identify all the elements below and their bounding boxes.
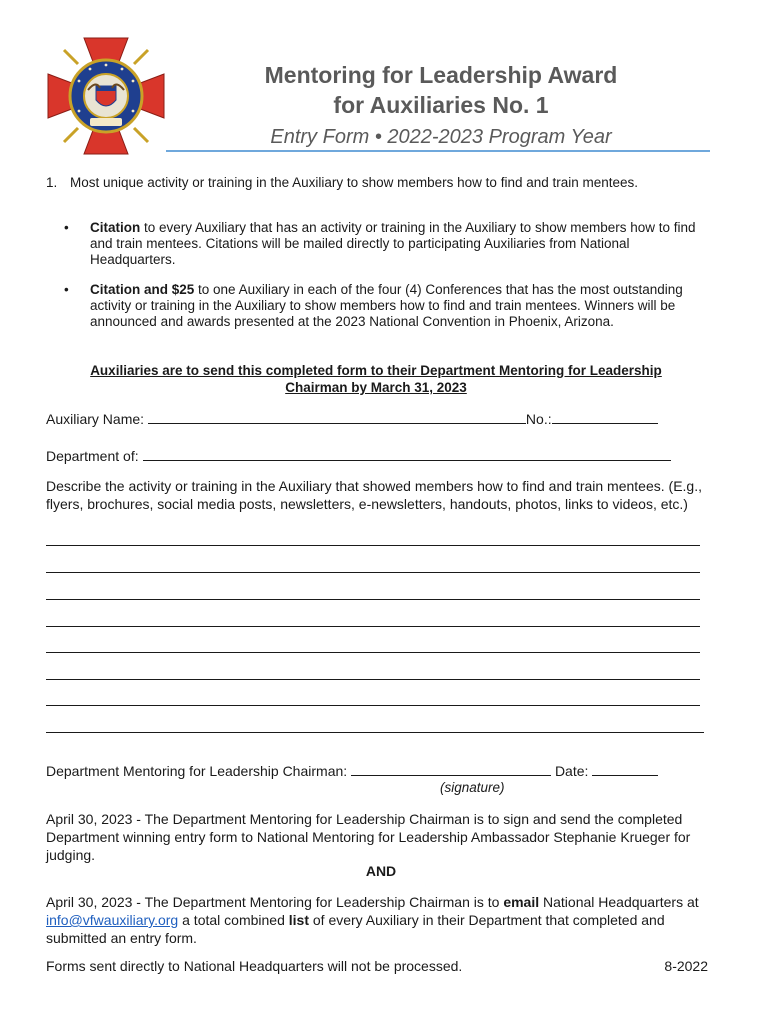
footer	[46, 958, 708, 974]
list-item	[64, 282, 704, 330]
award-name: Citation	[90, 220, 141, 235]
signature-caption: (signature)	[440, 780, 505, 795]
description-line[interactable]	[46, 679, 700, 680]
description-line[interactable]	[46, 705, 700, 706]
vfw-auxiliary-logo-icon	[44, 34, 168, 158]
deadline-paragraph-2	[46, 893, 716, 947]
email-link[interactable]: info@vfwauxiliary.org	[46, 912, 179, 928]
bullet-icon: •	[64, 220, 69, 235]
description-line[interactable]	[46, 732, 704, 733]
description-line[interactable]	[46, 572, 700, 573]
title-line-2: for Auxiliaries No. 1	[333, 92, 549, 118]
signature-field[interactable]	[351, 763, 551, 776]
auxiliary-name-row	[46, 410, 658, 428]
header-divider	[166, 150, 710, 152]
instruction-line-1: Auxiliaries are to send this completed form to their Department Mentoring for Leadership	[90, 363, 662, 378]
para2-bold-email: email	[503, 894, 540, 910]
signature-label: Department Mentoring for Leadership Chairman:	[46, 763, 348, 779]
para2-text-1: April 30, 2023 - The Department Mentoring for Leadership Chairman is to	[46, 894, 504, 910]
auxiliary-name-label: Auxiliary Name:	[46, 411, 145, 427]
department-label: Department of:	[46, 448, 139, 464]
award-list	[64, 220, 704, 344]
department-row	[46, 447, 671, 465]
form-revision-code: 8-2022	[664, 958, 708, 974]
description-line[interactable]	[46, 599, 700, 600]
auxiliary-number-field[interactable]	[552, 411, 658, 424]
date-field[interactable]	[592, 763, 658, 776]
number-label: No.:	[525, 411, 552, 427]
deadline-paragraph-1: April 30, 2023 - The Department Mentoring for Leadership Chairman is to sign and send the completed Department winning entry form to National Mentoring for Leadership Ambassador Stephanie Krueger for judging.	[46, 811, 691, 863]
list-item	[64, 220, 704, 268]
footer-note: Forms sent directly to National Headquarters will not be processed.	[46, 958, 463, 974]
para2-text-3: a total combined	[178, 912, 289, 928]
and-separator: AND	[365, 863, 397, 879]
para2-text-2: National Headquarters at	[539, 894, 699, 910]
page-subtitle: Entry Form • 2022-2023 Program Year	[270, 126, 612, 148]
description-line[interactable]	[46, 652, 700, 653]
criteria-item-1	[46, 174, 726, 191]
para2-text-4: of every Auxiliary in their Department that completed and submitted an entry form.	[46, 912, 665, 946]
department-field[interactable]	[143, 448, 671, 461]
describe-instructions: Describe the activity or training in the Auxiliary that showed members how to find and train mentees. (E.g., flyers, brochures, social media posts, newsletters, e-newsletters, handouts, photos, links to videos, etc.)	[46, 478, 702, 512]
item-number: 1.	[46, 175, 58, 190]
submission-instruction	[46, 362, 706, 396]
signature-row	[46, 762, 658, 780]
bullet-icon: •	[64, 282, 69, 297]
para2-bold-list: list	[288, 912, 309, 928]
date-label: Date:	[554, 763, 589, 779]
award-description: to every Auxiliary that has an activity or training in the Auxiliary to show members how to find and train mentees. Citations will be mailed directly to participating Auxiliaries from National Headquarters.	[90, 220, 696, 267]
header	[166, 60, 716, 150]
auxiliary-name-field[interactable]	[148, 411, 526, 424]
description-line[interactable]	[46, 545, 700, 546]
award-description: to one Auxiliary in each of the four (4) Conferences that has the most outstanding activity or training in the Auxiliary to show members how to find and train mentees. Winners will be announced and awards presented at the 2023 National Convention in Phoenix, Arizona.	[90, 282, 683, 329]
page-title	[166, 60, 716, 120]
title-line-1: Mentoring for Leadership Award	[264, 62, 618, 88]
description-line[interactable]	[46, 626, 700, 627]
award-name: Citation and $25	[90, 282, 195, 297]
item-text: Most unique activity or training in the Auxiliary to show members how to find and train mentees.	[70, 175, 639, 190]
instruction-line-2: Chairman by March 31, 2023	[285, 380, 467, 395]
